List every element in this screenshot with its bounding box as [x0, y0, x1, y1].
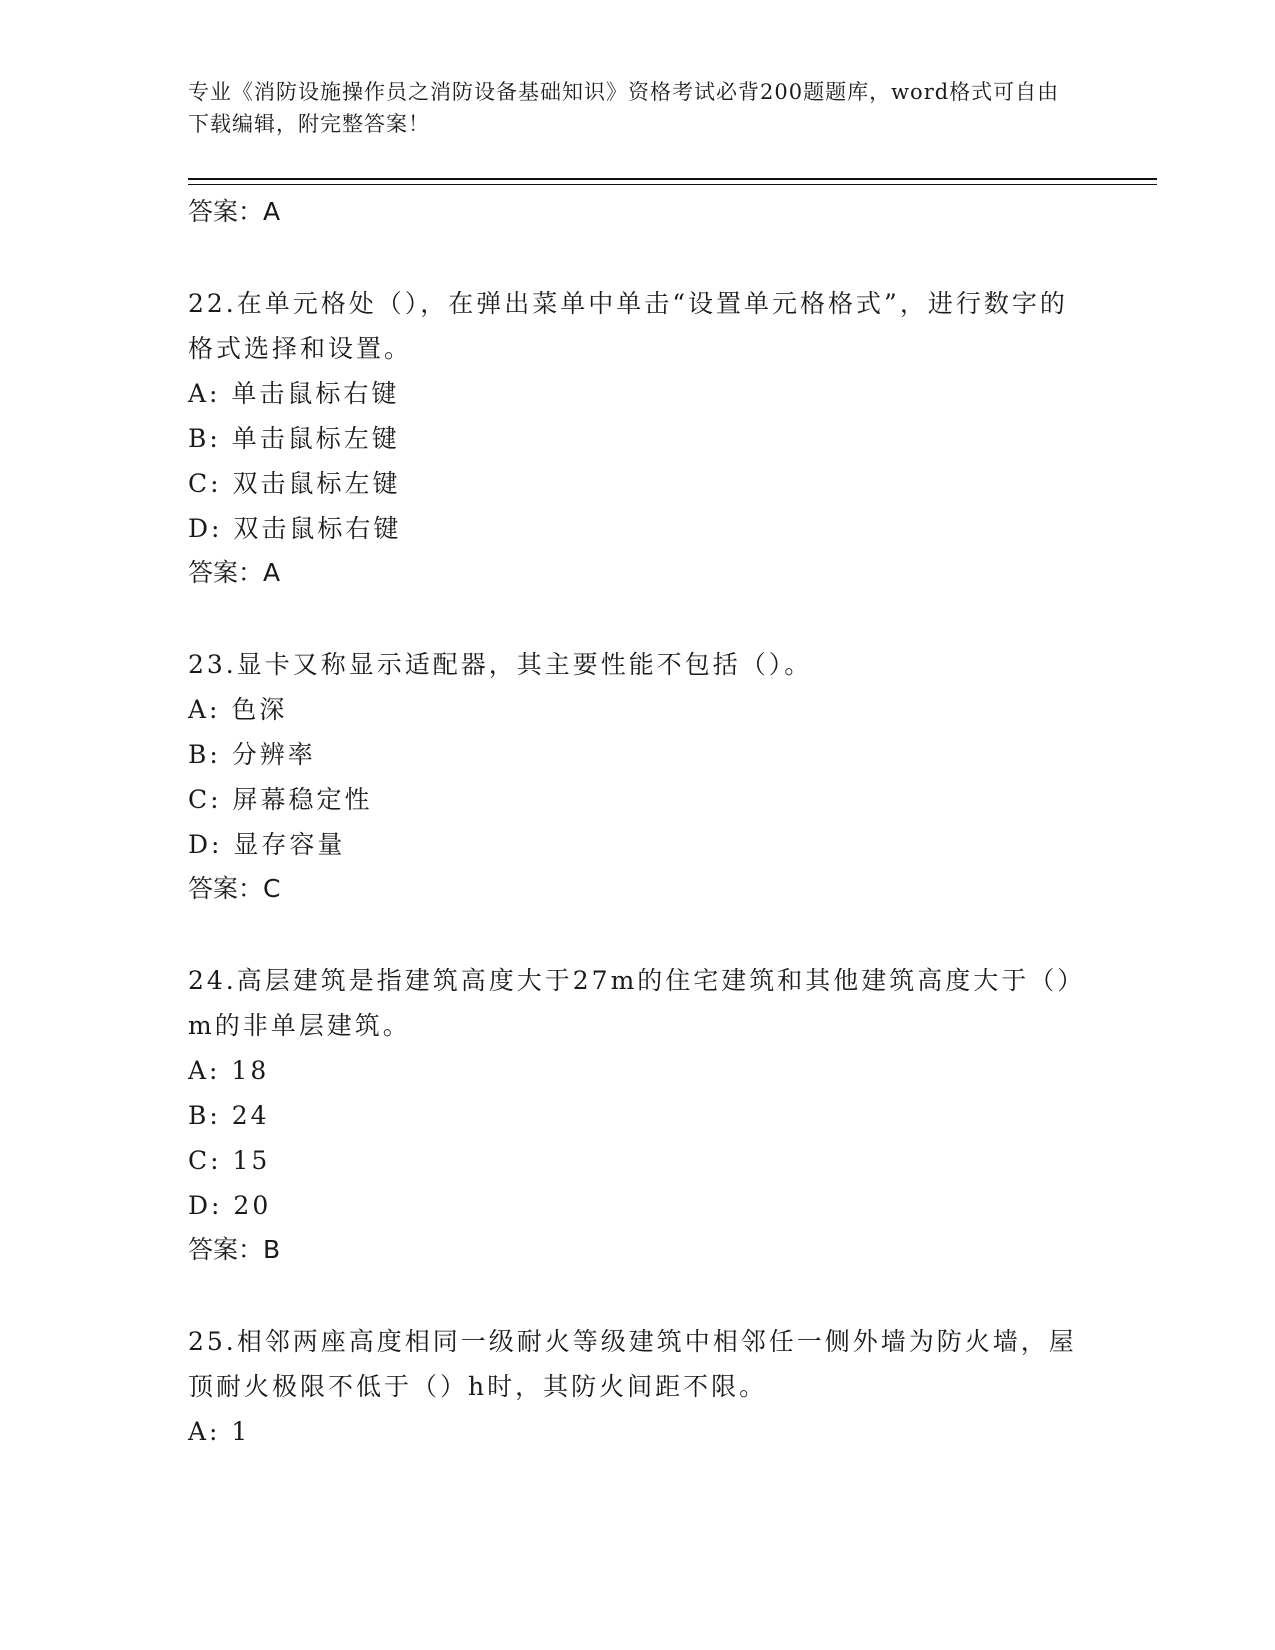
- answer-line: 答案：A: [188, 558, 281, 587]
- header-divider-thin: [188, 184, 1157, 185]
- option-d: D: 20: [188, 1191, 272, 1220]
- question-block: [188, 958, 1088, 1272]
- option-a: A: 色深: [188, 695, 288, 724]
- option-b: B: 24: [188, 1101, 270, 1130]
- option-b: B: 单击鼠标左键: [188, 424, 400, 453]
- answer-line: 答案：B: [188, 1235, 281, 1264]
- option-c: C: 屏幕稳定性: [188, 785, 373, 814]
- option-b: B: 分辨率: [188, 740, 316, 769]
- question-text: 22.在单元格处（），在弹出菜单中单击“设置单元格格式”，进行数字的格式选择和设置。: [188, 289, 1068, 363]
- question-block: [188, 1319, 1088, 1454]
- question-block: [188, 281, 1088, 595]
- question-block: [188, 642, 1088, 911]
- answer-line: 答案：C: [188, 874, 281, 903]
- question-text: 23.显卡又称显示适配器，其主要性能不包括（）。: [188, 650, 813, 679]
- question-text: 24.高层建筑是指建筑高度大于27m的住宅建筑和其他建筑高度大于（）m的非单层建筑。: [188, 966, 1086, 1040]
- option-c: C: 双击鼠标左键: [188, 469, 401, 498]
- question-text: 25.相邻两座高度相同一级耐火等级建筑中相邻任一侧外墙为防火墙，屋顶耐火极限不低于（）h时，其防火间距不限。: [188, 1327, 1077, 1401]
- option-c: C: 15: [188, 1146, 271, 1175]
- option-a: A: 1: [188, 1417, 251, 1446]
- option-a: A: 单击鼠标右键: [188, 379, 400, 408]
- answer-line: 答案：A: [188, 197, 281, 226]
- option-d: D: 显存容量: [188, 830, 346, 859]
- document-header: 专业《消防设施操作员之消防设备基础知识》资格考试必背200题题库，word格式可自由下载编辑，附完整答案！: [188, 80, 1060, 136]
- question-list: [188, 190, 1088, 1454]
- option-a: A: 18: [188, 1056, 270, 1085]
- header-divider-thick: [188, 178, 1157, 180]
- option-d: D: 双击鼠标右键: [188, 514, 402, 543]
